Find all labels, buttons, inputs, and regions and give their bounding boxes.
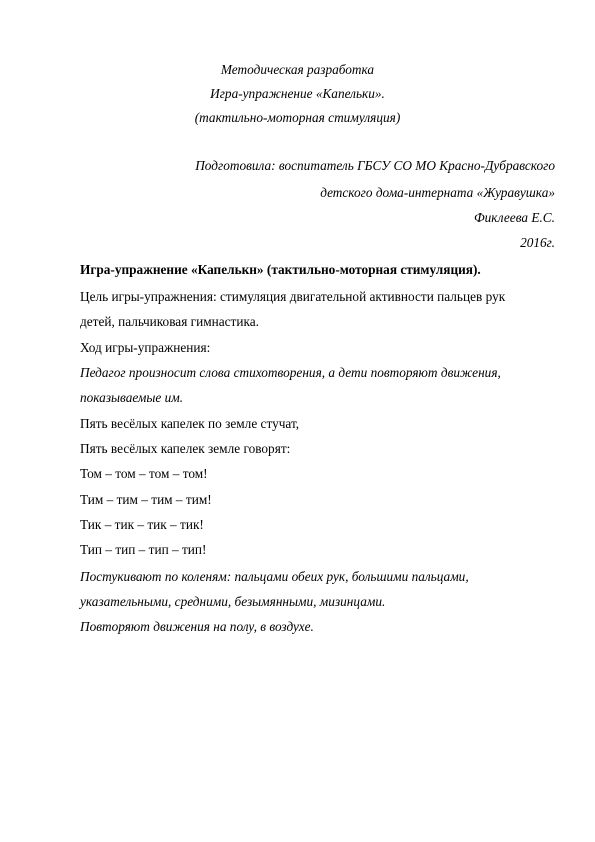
action-line-3: Повторяют движения на полу, в воздухе. — [80, 619, 314, 634]
poem-line: Пять весёлых капелек по земле стучат, — [80, 416, 300, 431]
action-line-2: указательными, средними, безымянными, мизинцами. — [80, 594, 386, 609]
poem-line: Пять весёлых капелек земле говорят: — [80, 441, 291, 456]
exercise-title: Игра-упражнение «Капелькн» (тактильно-моторная стимуляция). — [80, 262, 481, 277]
header-line-3: (тактильно-моторная стимуляция) — [194, 110, 401, 125]
header-line-2: Игра-упражнение «Капельки». — [210, 86, 385, 101]
goal-line-1: Цель игры-упражнения: стимуляция двигательной активности пальцев рук — [80, 289, 506, 304]
course-label: Ход игры-упражнения: — [80, 340, 211, 355]
author-line-2: детского дома-интерната «Журавушка» — [320, 185, 555, 200]
goal-line-2: детей, пальчиковая гимнастика. — [80, 314, 259, 329]
poem-line: Тим – тим – тим – тим! — [80, 492, 212, 507]
author-line-1: Подготовила: воспитатель ГБСУ СО МО Красно-Дубравского — [195, 158, 555, 173]
poem-line: Тип – тип – тип – тип! — [80, 542, 207, 557]
author-name: Фиклеева Е.С. — [473, 210, 555, 225]
header-line-1: Методическая разработка — [220, 62, 375, 77]
instruction-line-2: показываемые им. — [80, 390, 184, 405]
poem-line: Том – том – том – том! — [80, 466, 208, 481]
poem-line: Тик – тик – тик – тик! — [80, 517, 204, 532]
instruction-line-1: Педагог произносит слова стихотворения, а дети повторяют движения, — [80, 365, 501, 380]
author-year: 2016г. — [520, 235, 555, 250]
action-line-1: Постукивают по коленям: пальцами обеих рук, большими пальцами, — [80, 569, 469, 584]
